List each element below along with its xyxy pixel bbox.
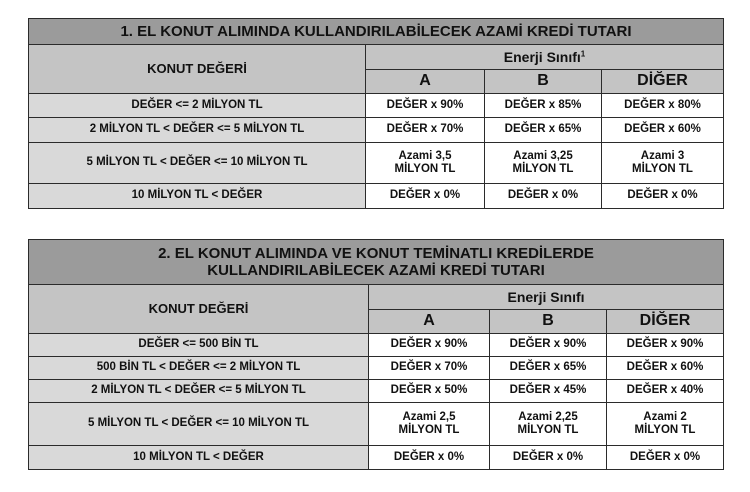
cell-value: DEĞER x 85% [485, 94, 602, 118]
row-label: 5 MİLYON TL < DEĞER <= 10 MİLYON TL [29, 403, 369, 446]
cell-value: DEĞER x 90% [366, 94, 485, 118]
table1-class-a: A [366, 70, 485, 94]
cell-value: Azami 3,25 MİLYON TL [485, 143, 602, 184]
cell-value: DEĞER x 50% [369, 380, 490, 403]
cell-value: Azami 3,5 MİLYON TL [366, 143, 485, 184]
cell-value: DEĞER x 70% [369, 357, 490, 380]
cell-value: Azami 2,5 MİLYON TL [369, 403, 490, 446]
row-label: 2 MİLYON TL < DEĞER <= 5 MİLYON TL [29, 118, 366, 143]
cell-value: DEĞER x 90% [607, 334, 724, 357]
table-row [29, 143, 724, 184]
cell-value: DEĞER x 70% [366, 118, 485, 143]
table-row [29, 380, 724, 403]
table2-col-header: KONUT DEĞERİ [29, 285, 369, 334]
row-label: 10 MİLYON TL < DEĞER [29, 184, 366, 209]
cell-value: DEĞER x 0% [366, 184, 485, 209]
cell-value: DEĞER x 60% [607, 357, 724, 380]
table2-class-a: A [369, 310, 490, 334]
table-second-hand-housing [28, 239, 724, 470]
table-row [29, 94, 724, 118]
table1-class-b: B [485, 70, 602, 94]
cell-value: Azami 2,25 MİLYON TL [490, 403, 607, 446]
table1-energy-header [366, 45, 724, 70]
cell-value: DEĞER x 40% [607, 380, 724, 403]
table2-title-line2: KULLANDIRILABİLECEK AZAMİ KREDİ TUTARI [207, 262, 545, 279]
table-first-hand-housing [28, 18, 724, 209]
row-label: 2 MİLYON TL < DEĞER <= 5 MİLYON TL [29, 380, 369, 403]
cell-value: DEĞER x 65% [490, 357, 607, 380]
cell-value: DEĞER x 80% [602, 94, 724, 118]
table1-col-header: KONUT DEĞERİ [29, 45, 366, 94]
table1-energy-label: Enerji Sınıfı [503, 48, 581, 65]
cell-value: DEĞER x 0% [485, 184, 602, 209]
table2-class-b: B [490, 310, 607, 334]
cell-value: DEĞER x 0% [490, 446, 607, 470]
cell-value: DEĞER x 0% [607, 446, 724, 470]
row-label: 10 MİLYON TL < DEĞER [29, 446, 369, 470]
cell-value: DEĞER x 65% [485, 118, 602, 143]
cell-value: DEĞER x 45% [490, 380, 607, 403]
cell-value: DEĞER x 90% [369, 334, 490, 357]
row-label: 500 BİN TL < DEĞER <= 2 MİLYON TL [29, 357, 369, 380]
table2-title [29, 240, 724, 285]
cell-value: Azami 3 MİLYON TL [602, 143, 724, 184]
cell-value: DEĞER x 0% [602, 184, 724, 209]
table2-title-line1: 2. EL KONUT ALIMINDA VE KONUT TEMİNATLI KREDİLERDE [158, 244, 594, 262]
table1-title: 1. EL KONUT ALIMINDA KULLANDIRILABİLECEK AZAMİ KREDİ TUTARI [29, 19, 724, 45]
table-row [29, 446, 724, 470]
cell-value: DEĞER x 60% [602, 118, 724, 143]
table-row [29, 403, 724, 446]
table2-class-other: DİĞER [607, 310, 724, 334]
table-row [29, 357, 724, 380]
table-row [29, 184, 724, 209]
cell-value: DEĞER x 90% [490, 334, 607, 357]
cell-value: DEĞER x 0% [369, 446, 490, 470]
table2-energy-header: Enerji Sınıfı [369, 285, 724, 310]
table1-class-other: DİĞER [602, 70, 724, 94]
row-label: DEĞER <= 2 MİLYON TL [29, 94, 366, 118]
cell-value: Azami 2 MİLYON TL [607, 403, 724, 446]
table-row [29, 334, 724, 357]
row-label: 5 MİLYON TL < DEĞER <= 10 MİLYON TL [29, 143, 366, 184]
table-row [29, 118, 724, 143]
row-label: DEĞER <= 500 BİN TL [29, 334, 369, 357]
table1-energy-footnote: 1 [580, 49, 586, 59]
